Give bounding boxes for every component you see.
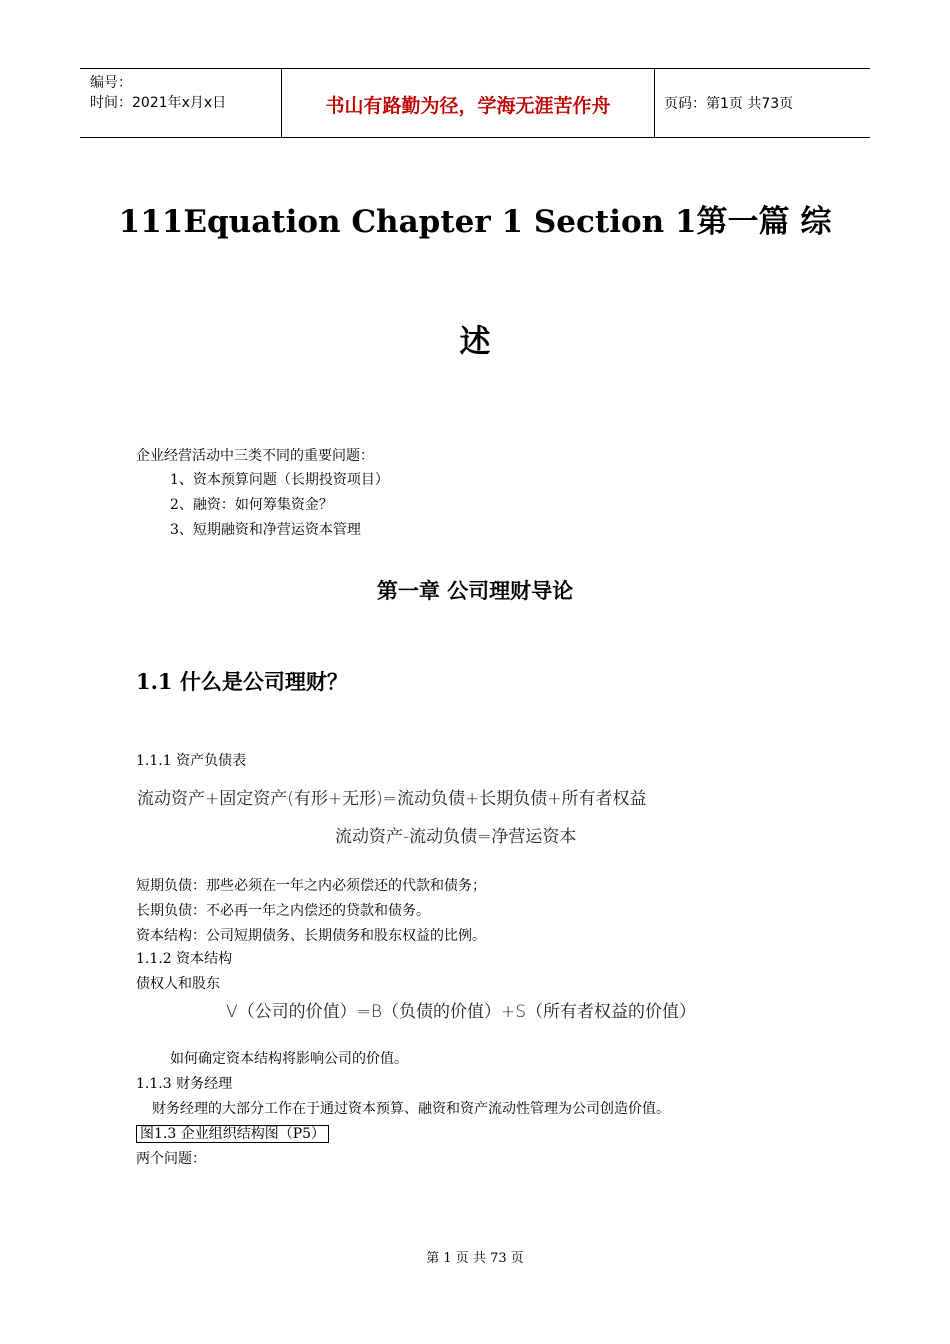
balance-sheet-equation: 流动资产+固定资产(有形+无形)=流动负债+长期负债+所有者权益 <box>137 789 647 809</box>
document-title-line1: 111Equation Chapter 1 Section 1第一篇 综 <box>118 204 832 240</box>
number-label: 编号： <box>90 75 132 91</box>
paragraph-text: 财务经理的大部分工作在于通过资本预算、融资和资产流动性管理为公司创造价值。 <box>152 1101 670 1117</box>
intro-item: 3、短期融资和净营运资本管理 <box>170 522 361 538</box>
header-divider <box>654 69 655 137</box>
intro-lead: 企业经营活动中三类不同的重要问题： <box>136 448 374 464</box>
definition: 长期负债：不必再一年之内偿还的贷款和债务。 <box>136 903 430 919</box>
page-footer: 第 1 页 共 73 页 <box>426 1251 524 1266</box>
header-page-info: 页码：第1页 共73页 <box>664 96 794 112</box>
header-table <box>80 68 870 138</box>
figure-reference-box <box>136 1124 329 1144</box>
paragraph-text: 如何确定资本结构将影响公司的价值。 <box>170 1051 408 1067</box>
header-meta <box>90 73 226 113</box>
definition: 资本结构：公司短期债务、长期债务和股东权益的比例。 <box>136 928 486 944</box>
subsection-heading: 1.1.1 资产负债表 <box>136 753 247 769</box>
definition: 短期负债：那些必须在一年之内必须偿还的代款和债务； <box>136 878 486 894</box>
intro-item: 1、资本预算问题（长期投资项目） <box>170 472 389 488</box>
subsection-heading: 1.1.3 财务经理 <box>136 1076 233 1092</box>
working-capital-equation: 流动资产-流动负债=净营运资本 <box>335 827 577 847</box>
header-motto: 书山有路勤为径，学海无涯苦作舟 <box>325 95 611 117</box>
time-label: 时间：2021年x月x日 <box>90 95 227 111</box>
paragraph-text: 债权人和股东 <box>136 976 220 992</box>
figure-reference: 图1.3 企业组织结构图（P5） <box>136 1125 329 1143</box>
document-title-line2: 述 <box>459 324 491 360</box>
firm-value-equation: V（公司的价值）=B（负债的价值）+S（所有者权益的价值） <box>226 1002 697 1022</box>
subsection-heading: 1.1.2 资本结构 <box>136 951 233 967</box>
intro-item: 2、融资：如何筹集资金？ <box>170 497 333 513</box>
section-heading: 1.1 什么是公司理财？ <box>136 669 348 694</box>
paragraph-text: 两个问题： <box>136 1151 206 1167</box>
chapter-title: 第一章 公司理财导论 <box>376 579 574 603</box>
